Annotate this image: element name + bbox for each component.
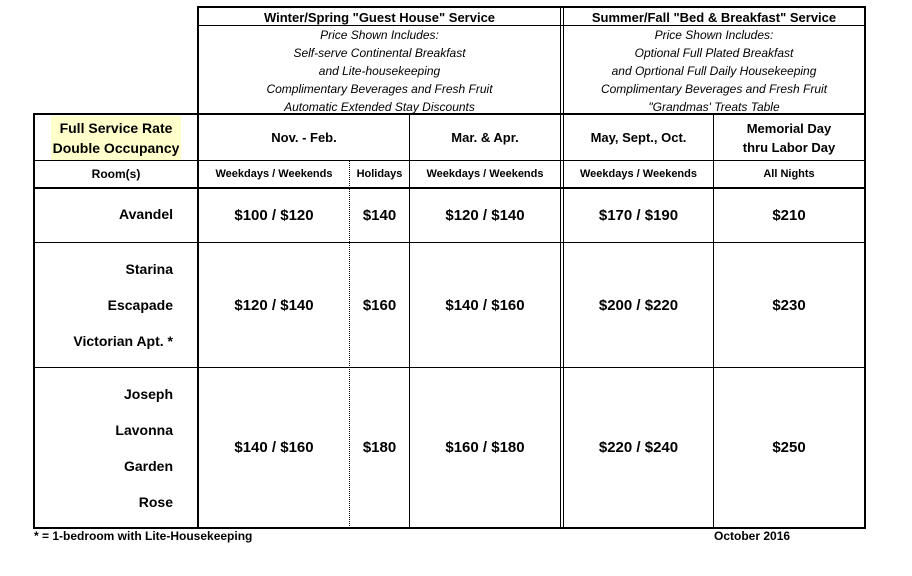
- row1-memorial-price: $210: [772, 207, 806, 224]
- room-starina: Starina: [125, 261, 173, 277]
- summer-desc-line: Price Shown Includes:: [654, 28, 774, 42]
- winter-desc-line: Price Shown Includes:: [320, 28, 439, 42]
- row2-novfeb-price: $120 / $140: [234, 296, 314, 314]
- row2-maysept-price: $200 / $220: [598, 296, 679, 314]
- period-memorial-line1: Memorial Day: [746, 120, 832, 136]
- row1-marapr-price: $120 / $140: [445, 207, 525, 224]
- winter-service-desc: [199, 26, 560, 116]
- summer-desc-line: Complimentary Beverages and Fresh Fruit: [600, 82, 828, 96]
- room-victorian-apt: Victorian Apt. *: [73, 333, 173, 349]
- holidays-header: Holidays: [356, 168, 403, 180]
- marapr-weekdays-header: Weekdays / Weekends: [426, 168, 544, 180]
- room-escapade: Escapade: [107, 297, 173, 313]
- period-novfeb: Nov. - Feb.: [271, 130, 337, 145]
- footer-date: October 2016: [714, 529, 791, 543]
- period-maysept: May, Sept., Oct.: [590, 130, 687, 145]
- row3-memorial-price: $250: [772, 438, 806, 456]
- novfeb-weekdays-header: Weekdays / Weekends: [215, 168, 333, 180]
- row1-maysept-price: $170 / $190: [598, 207, 679, 224]
- summer-desc-line: and Oprtional Full Daily Housekeeping: [611, 64, 817, 78]
- winter-desc-line: Complimentary Beverages and Fresh Fruit: [266, 82, 493, 96]
- summer-desc-line: Optional Full Plated Breakfast: [634, 46, 794, 60]
- room-lavonna: Lavonna: [115, 422, 173, 438]
- rate-label-line2: Double Occupancy: [52, 139, 180, 156]
- right-border: [864, 6, 866, 529]
- winter-desc-line: Self-serve Continental Breakfast: [293, 46, 466, 60]
- maysept-weekdays-header: Weekdays / Weekends: [580, 168, 697, 180]
- row2-holiday-price: $160: [362, 296, 397, 314]
- winter-service-title: Winter/Spring "Guest House" Service: [263, 9, 496, 25]
- rate-label: [35, 115, 197, 160]
- all-nights-header: All Nights: [763, 168, 815, 180]
- row2-memorial-price: $230: [772, 296, 806, 314]
- row3-novfeb-price: $140 / $160: [234, 438, 314, 456]
- room-avandel: Avandel: [119, 206, 173, 222]
- row1-novfeb-price: $100 / $120: [234, 207, 314, 224]
- winter-desc-line: and Lite-housekeeping: [318, 64, 441, 78]
- row3-maysept-price: $220 / $240: [598, 438, 679, 456]
- winter-desc-line: Automatic Extended Stay Discounts: [284, 100, 475, 114]
- summer-desc-line: "Grandmas' Treats Table: [648, 100, 780, 114]
- room-garden: Garden: [123, 458, 173, 474]
- row3-marapr-price: $160 / $180: [445, 438, 525, 456]
- row2-marapr-price: $140 / $160: [445, 296, 525, 314]
- rooms-header: Room(s): [91, 167, 141, 181]
- summer-service-title: Summer/Fall "Bed & Breakfast" Service: [591, 9, 837, 25]
- room-joseph: Joseph: [123, 386, 173, 402]
- summer-service-desc: [564, 26, 864, 116]
- season-divider-a: [560, 6, 561, 528]
- rate-label-line1: Full Service Rate: [59, 119, 173, 136]
- row3-holiday-price: $180: [362, 438, 397, 456]
- rate-label-box: [51, 116, 182, 160]
- footnote: * = 1-bedroom with Lite-Housekeeping: [34, 529, 253, 543]
- period-memorial: [714, 115, 864, 160]
- room-rose: Rose: [138, 494, 173, 510]
- row1-holiday-price: $140: [362, 207, 397, 224]
- period-memorial-line2: thru Labor Day: [742, 139, 836, 155]
- period-marapr: Mar. & Apr.: [451, 130, 519, 145]
